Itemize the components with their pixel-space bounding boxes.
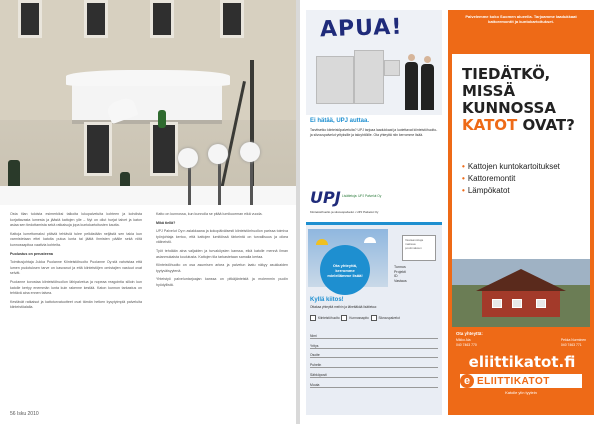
bullet-icon: • xyxy=(462,162,465,171)
form-field[interactable]: Puhelin xyxy=(310,358,438,368)
bullet-icon: • xyxy=(462,174,465,183)
checkbox-option[interactable]: Kiinteistöhuolto xyxy=(310,316,340,320)
upj-logo: UPJ xyxy=(310,188,341,207)
ad-headline: TIEDÄTKÖ, MISSÄ KUNNOSSA KATOT OVAT? xyxy=(462,65,575,134)
article-column-2: Katto on kunnossa, kun kunnolla se pitää lumikuorman eikä vuoda. Mikä tiellä? UPJ Palvelut Oy:n asiakkaana ja kokopäiväisesti kiinteistönhuollon parissa toimiva työnjohtaja kertoo, että kattojen lumitöissä tärkeintä on turvallisuus ja oikea välineistö. Työt tehdään aina valjaiden ja turvaköysien kanssa, eikä katolle mennä ilman asianmukaista koulutusta. Kattojen tila tarkastetaan samalla kertaa. Kiinteistöhuolto on osa asumisen arkea ja palvelun laatu näkyy asukkaiden tyytyväisyytenä. Yhteistyö palveluntarjoajan kanssa on pitkäjänteistä ja molemmin puolin hyödyllistä. xyxy=(156,212,288,287)
upj-subheadline: Ei hätää, UPJ auttaa. xyxy=(310,118,370,124)
brand-logo: e ELIITTIKATOT xyxy=(460,374,582,388)
form-field[interactable]: Muuta xyxy=(310,378,438,388)
reply-card xyxy=(306,222,442,415)
page-footer: 56 Isku 2010 xyxy=(10,411,39,417)
service-item: • Kattojen kuntokartoitukset xyxy=(462,162,560,171)
ad-top-text: Palvelemme koko Suomen alueella. Tarjoamme laadukkaat kattoremontit ja kuntokartoitukset. xyxy=(465,14,577,24)
article-column-1: Osta tilan tuloista esimerkiksi talkoita lukupalveluita kohteen ja kohdista korjattavasta lumesta ja jäästä kattojen ylle – Nyt on ollut hurjat talvet ja katon asiaa sen tiedottamista sekä ratkaisuja jopa kuntokartoitusten kautta. Kattoja lumettomaksi pitäviä tehtäviä tulee pelkästään neljästä sen takia kun varmistetaan ettei katolta putoa lunta tai jäätä ihmisten päälle sekä niitä kunnossapitoa vaativia kohteita. Puolustus on perusteena Toimitusjohtaja Jukka Puolanne Kiinteistöhuolto Puolanne Oy:stä vahvistaa että lumen pudotuksen tarve on kasvanut ja että kiinteistöjen omistajien vastuut ovat selvät. Puolanne korostaa kiinteistöhuollon lähipalvelua ja nopeaa reagointia silloin kun katolle kertyy enemmän lunta kuin rakenne kestää. Katon kunnon tarkastus on tehtävä aina ennen talvea. Kestävät ratkaisut ja kattoturvatuotteet ovat tämän hetken kysytyimpiä palveluita kiinteistöalalla. xyxy=(10,212,142,310)
form-subtitle: Ottakaa yhteyttä meihin ja lähettäkää lisätietoa: xyxy=(310,305,377,309)
reply-address: Tunnus Projekti ID Vastaus xyxy=(394,265,407,283)
ad-white-panel xyxy=(452,54,590,259)
contact-cta-circle: Ota yhteyttä, kerromme mielellämme lisää! xyxy=(320,245,370,295)
house-photo xyxy=(452,259,590,327)
eliittikatot-advertisement xyxy=(448,10,594,415)
form-field[interactable]: Sähköposti xyxy=(310,368,438,378)
right-page xyxy=(300,0,600,424)
apua-headline: APUA! xyxy=(319,14,403,43)
upj-body-text: Tarvitsetko kiinteistöpalveluita? UPJ tarjoaa laadukkaat ja luotettavat kiinteistöhuolto- ja siivouspalvelut yrityksille ja taloyhtiöille. Ota yhteyttä niin kerromme lisää. xyxy=(310,128,438,137)
service-item: • Lämpökatot xyxy=(462,186,510,195)
form-field[interactable]: Yritys xyxy=(310,339,438,349)
upj-advertisement xyxy=(306,10,442,415)
e-logo-icon: e xyxy=(460,374,474,388)
contact-info: Ota yhteyttä: Mikko Ala 040 7463 770 Pekka Nurminen 040 7463 771 xyxy=(456,331,586,347)
apua-illustration xyxy=(306,10,442,115)
website-link[interactable]: eliittikatot.fi xyxy=(468,353,576,371)
form-field[interactable]: Nimi xyxy=(310,329,438,339)
form-field[interactable]: Osoite xyxy=(310,349,438,359)
form-title: Kyllä kiitos! xyxy=(310,297,344,303)
service-checkboxes xyxy=(310,315,440,321)
brand-slogan: Katolle ylin tyylein xyxy=(505,390,537,395)
services-list xyxy=(462,162,588,198)
service-item: • Kattoremontit xyxy=(462,174,516,183)
upj-logo-subtext: Lisätietoja: UPJ Palvelut Oy xyxy=(342,194,382,198)
checkbox-option[interactable]: Kunnossapito xyxy=(341,316,368,320)
checkbox-option[interactable]: Siivouspalvelut xyxy=(371,316,400,320)
bullet-icon: • xyxy=(462,186,465,195)
winter-building-photo xyxy=(0,0,296,205)
postage-box: Vastaanottaja maksaa postimaksun xyxy=(402,235,436,261)
form-fields xyxy=(310,329,438,388)
upj-address: Kiinteistöhuolto ja siivouspalvelut • UPJ Palvelut Oy xyxy=(310,210,379,214)
left-page xyxy=(0,0,296,424)
